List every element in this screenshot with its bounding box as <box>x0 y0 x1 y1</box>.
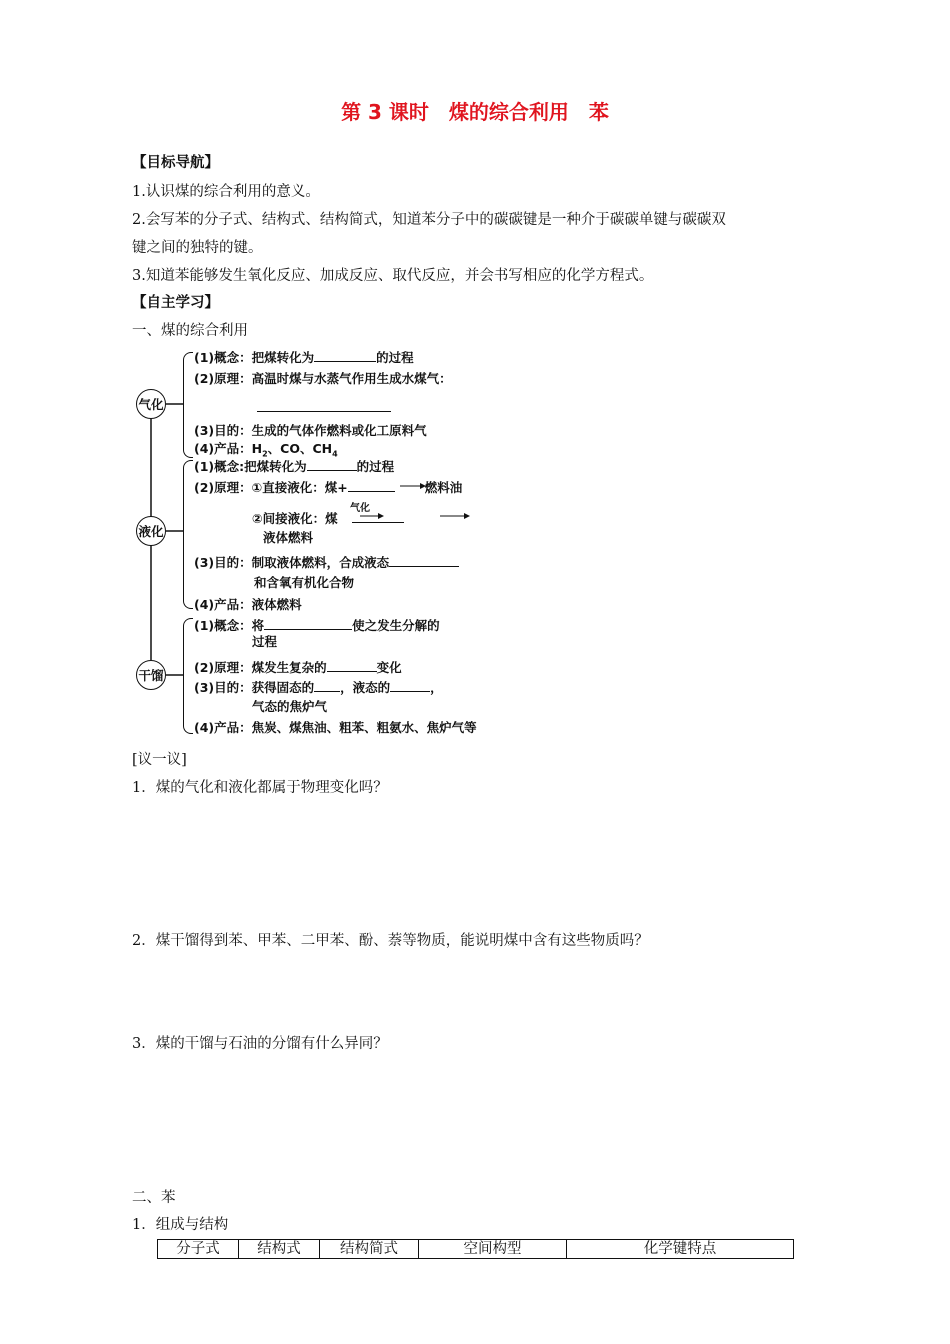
dist-purpose: (3)目的：获得固态的 ，液态的 ， <box>194 680 443 695</box>
liq-principle: (2)原理：①直接液化：煤+ 燃料油 <box>194 480 463 495</box>
liq-purpose: (3)目的：制取液体燃料，合成液态 <box>194 553 459 571</box>
part2-heading: 二、苯 <box>132 1190 176 1206</box>
discuss-q3: 3．煤的干馏与石油的分馏有什么异同？ <box>132 1036 388 1052</box>
liq-product: (4)产品：液体燃料 <box>194 597 302 612</box>
table-header: 结构简式 <box>320 1240 419 1259</box>
table-header: 结构式 <box>239 1240 320 1259</box>
liq-indirect-product: 液体燃料 <box>263 530 314 545</box>
gas-concept: (1)概念：把煤转化为 的过程 <box>194 350 414 365</box>
gas-product: (4)产品：$H_2$、CO、$CH_4$ <box>194 441 338 459</box>
dist-principle: (2)原理：煤发生复杂的 变化 <box>194 660 402 675</box>
gasification-brace <box>183 352 193 458</box>
discuss-q1: 1．煤的气化和液化都属于物理变化吗？ <box>132 780 388 796</box>
liquefaction-circle: 液化 <box>136 516 166 546</box>
goal-3: 3.知道苯能够发生氧化反应、加成反应、取代反应，并会书写相应的化学方程式。 <box>132 268 654 284</box>
liq-indirect-arrow-label: 气化 <box>350 503 370 514</box>
goal-2: 2.会写苯的分子式、结构式、结构简式，知道苯分子中的碳碳键是一种介于碳碳单键与碳碳双 <box>132 212 726 228</box>
liq-purpose-cont: 和含氧有机化合物 <box>254 575 355 590</box>
dist-purpose-cont: 气态的焦炉气 <box>252 699 328 714</box>
page-title: 第 3 课时 煤的综合利用 苯 <box>341 100 609 124</box>
dist-product: (4)产品：焦炭、煤焦油、粗苯、粗氨水、焦炉气等 <box>194 720 477 735</box>
discuss-q2: 2．煤干馏得到苯、甲苯、二甲苯、酚、萘等物质，能说明煤中含有这些物质吗？ <box>132 933 649 949</box>
part1-heading: 一、煤的综合利用 <box>132 323 248 339</box>
gas-principle-blank <box>257 411 391 412</box>
table-header: 分子式 <box>158 1240 239 1259</box>
goal-2-cont: 键之间的独特的键。 <box>132 240 263 256</box>
table-header: 化学键特点 <box>567 1240 794 1259</box>
gasification-circle: 气化 <box>136 389 166 419</box>
gas-principle: (2)原理：高温时煤与水蒸气作用生成水煤气： <box>194 371 452 386</box>
distillation-brace <box>183 618 193 734</box>
dist-concept: (1)概念：将 使之发生分解的 <box>194 618 440 633</box>
discuss-heading: [议一议] <box>132 752 187 768</box>
gas-purpose: (3)目的：生成的气体作燃料或化工原料气 <box>194 423 427 438</box>
self-study-heading: 【自主学习】 <box>132 295 219 311</box>
dist-concept-cont: 过程 <box>252 634 278 649</box>
part2-sub1: 1．组成与结构 <box>132 1217 229 1233</box>
table-header-row <box>158 1240 794 1259</box>
table-header: 空间构型 <box>419 1240 567 1259</box>
liq-indirect: ②间接液化：煤 <box>252 509 404 527</box>
goal-1: 1.认识煤的综合利用的意义。 <box>132 184 320 200</box>
benzene-structure-table <box>157 1239 794 1259</box>
goals-heading: 【目标导航】 <box>132 155 219 171</box>
liq-concept: (1)概念:把煤转化为 的过程 <box>194 459 395 474</box>
distillation-circle: 干馏 <box>136 660 166 690</box>
liquefaction-brace <box>183 460 193 609</box>
